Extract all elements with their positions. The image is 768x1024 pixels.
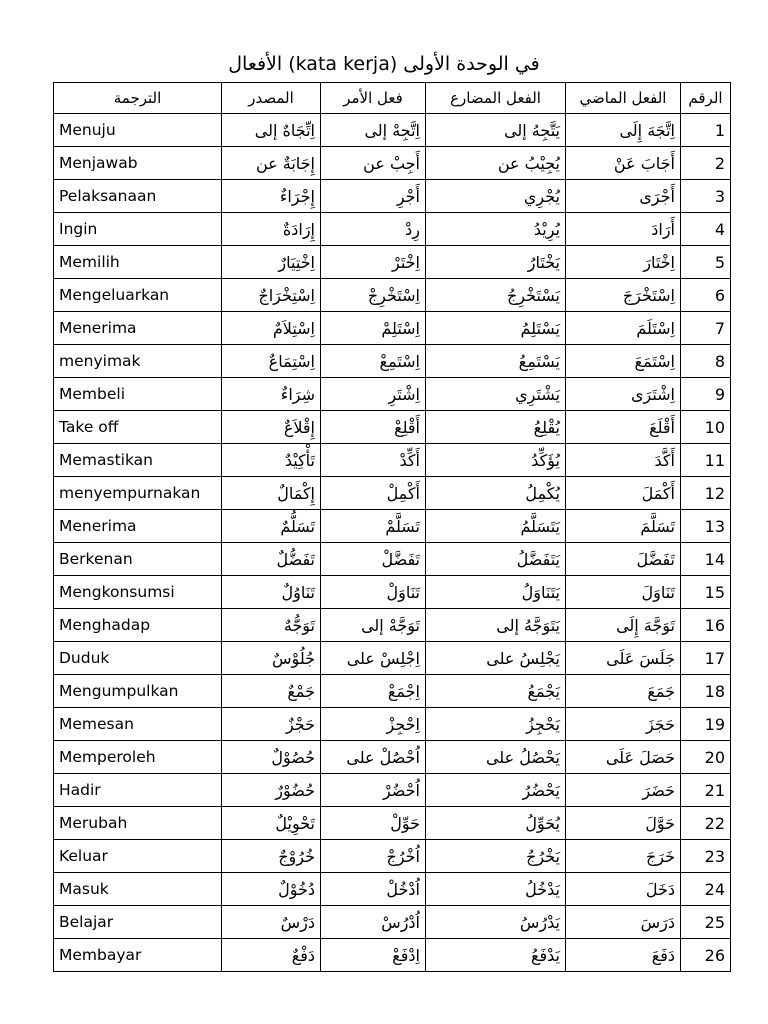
cell-amr: تَوَجَّهْ إلى [321, 609, 426, 642]
table-row [54, 840, 731, 873]
table-row [54, 543, 731, 576]
cell-mudari: يَتَسَلَّمُ [426, 510, 566, 543]
cell-madi: اِسْتَلَمَ [566, 312, 681, 345]
cell-number: 16 [681, 609, 731, 642]
cell-amr: اِحْجِزْ [321, 708, 426, 741]
table-row [54, 675, 731, 708]
cell-masdar: دَرْسٌ [222, 906, 321, 939]
cell-masdar: اِسْتِخْرَاجٌ [222, 279, 321, 312]
cell-madi: أَجَابَ عَنْ [566, 147, 681, 180]
cell-mudari: يَتَّجِهُ إلى [426, 114, 566, 147]
cell-number: 11 [681, 444, 731, 477]
cell-masdar: تَفَضُّلٌ [222, 543, 321, 576]
cell-amr: اُخْرُجْ [321, 840, 426, 873]
table-row [54, 807, 731, 840]
cell-mudari: يَسْتَمِعُ [426, 345, 566, 378]
cell-translation: Memilih [54, 246, 222, 279]
cell-mudari: يُجِيْبُ عن [426, 147, 566, 180]
cell-translation: Mengumpulkan [54, 675, 222, 708]
cell-madi: أَجْرَى [566, 180, 681, 213]
cell-mudari: يَدْخُلُ [426, 873, 566, 906]
cell-masdar: اِسْتِمَاعٌ [222, 345, 321, 378]
cell-amr: اُدْخُلْ [321, 873, 426, 906]
cell-translation: Membayar [54, 939, 222, 972]
cell-translation: Menghadap [54, 609, 222, 642]
cell-amr: أَجِبْ عن [321, 147, 426, 180]
cell-madi: جَمَعَ [566, 675, 681, 708]
cell-number: 20 [681, 741, 731, 774]
cell-masdar: تَنَاوُلٌ [222, 576, 321, 609]
cell-madi: جَلَسَ عَلَى [566, 642, 681, 675]
cell-amr: اِسْتَلِمْ [321, 312, 426, 345]
table-row [54, 213, 731, 246]
cell-translation: Menerima [54, 510, 222, 543]
cell-masdar: إِكْمَالٌ [222, 477, 321, 510]
cell-number: 19 [681, 708, 731, 741]
cell-masdar: حُضُوْرٌ [222, 774, 321, 807]
table-row [54, 411, 731, 444]
cell-masdar: تَسَلُّمٌ [222, 510, 321, 543]
cell-number: 4 [681, 213, 731, 246]
cell-amr: تَنَاوَلْ [321, 576, 426, 609]
page-title: الأفعال (kata kerja) في الوحدة الأولى [228, 53, 540, 75]
table-row [54, 708, 731, 741]
cell-translation: Duduk [54, 642, 222, 675]
cell-mudari: يَدْفَعُ [426, 939, 566, 972]
cell-translation: Menerima [54, 312, 222, 345]
cell-masdar: دَفْعٌ [222, 939, 321, 972]
cell-amr: اِتَّجِهْ إلى [321, 114, 426, 147]
cell-number: 17 [681, 642, 731, 675]
cell-madi: تَفَضَّلَ [566, 543, 681, 576]
cell-amr: اِشْتَرِ [321, 378, 426, 411]
cell-amr: اُدْرُسْ [321, 906, 426, 939]
header-madi: الفعل الماضي [566, 83, 681, 114]
cell-masdar: خُرُوْجٌ [222, 840, 321, 873]
cell-mudari: يَخْتَارُ [426, 246, 566, 279]
cell-mudari: يَحْجِزُ [426, 708, 566, 741]
table-row [54, 642, 731, 675]
cell-mudari: يَحْصُلُ على [426, 741, 566, 774]
cell-number: 15 [681, 576, 731, 609]
cell-mudari: يَسْتَلِمُ [426, 312, 566, 345]
table-body [54, 114, 731, 972]
table-row [54, 477, 731, 510]
cell-masdar: إِجَابَةٌ عن [222, 147, 321, 180]
cell-madi: أَقْلَعَ [566, 411, 681, 444]
cell-amr: اِسْتَخْرِجْ [321, 279, 426, 312]
cell-madi: اِسْتَخْرَجَ [566, 279, 681, 312]
cell-number: 22 [681, 807, 731, 840]
header-number: الرقم [681, 83, 731, 114]
cell-translation: Masuk [54, 873, 222, 906]
table-row [54, 312, 731, 345]
cell-translation: Memperoleh [54, 741, 222, 774]
cell-masdar: شِرَاءٌ [222, 378, 321, 411]
cell-number: 13 [681, 510, 731, 543]
cell-mudari: يُكْمِلُ [426, 477, 566, 510]
cell-amr: أَكِّدْ [321, 444, 426, 477]
cell-number: 12 [681, 477, 731, 510]
table-row [54, 939, 731, 972]
cell-amr: اِجْمَعْ [321, 675, 426, 708]
cell-amr: اِدْفَعْ [321, 939, 426, 972]
cell-translation: menyimak [54, 345, 222, 378]
cell-amr: حَوِّلْ [321, 807, 426, 840]
cell-amr: اُحْصُلْ على [321, 741, 426, 774]
cell-number: 8 [681, 345, 731, 378]
cell-masdar: حُصُوْلٌ [222, 741, 321, 774]
cell-translation: Berkenan [54, 543, 222, 576]
table-row [54, 147, 731, 180]
cell-madi: حَصَلَ عَلَى [566, 741, 681, 774]
cell-amr: اِسْتَمِعْ [321, 345, 426, 378]
cell-mudari: يَسْتَخْرِجُ [426, 279, 566, 312]
cell-number: 1 [681, 114, 731, 147]
cell-translation: Memesan [54, 708, 222, 741]
cell-madi: خَرَجَ [566, 840, 681, 873]
cell-masdar: تَوَجُّهٌ [222, 609, 321, 642]
cell-amr: أَكْمِلْ [321, 477, 426, 510]
cell-madi: حَجَزَ [566, 708, 681, 741]
header-mudari: الفعل المضارع [426, 83, 566, 114]
cell-masdar: جَمْعٌ [222, 675, 321, 708]
cell-madi: أَكَّدَ [566, 444, 681, 477]
table-row [54, 378, 731, 411]
cell-mudari: يُرِيْدُ [426, 213, 566, 246]
cell-masdar: اِسْتِلاَمٌ [222, 312, 321, 345]
cell-amr: رِدْ [321, 213, 426, 246]
cell-translation: Pelaksanaan [54, 180, 222, 213]
cell-madi: تَوَجَّهَ إِلَى [566, 609, 681, 642]
cell-madi: تَسَلَّمَ [566, 510, 681, 543]
cell-number: 25 [681, 906, 731, 939]
cell-number: 9 [681, 378, 731, 411]
cell-masdar: إِجْرَاءٌ [222, 180, 321, 213]
cell-translation: Mengeluarkan [54, 279, 222, 312]
table-row [54, 345, 731, 378]
cell-translation: Merubah [54, 807, 222, 840]
cell-number: 10 [681, 411, 731, 444]
cell-mudari: يَخْرُجُ [426, 840, 566, 873]
cell-masdar: إِرَادَةٌ [222, 213, 321, 246]
cell-masdar: تَحْوِيْلٌ [222, 807, 321, 840]
cell-mudari: يَحْضُرُ [426, 774, 566, 807]
cell-mudari: يُجْرِي [426, 180, 566, 213]
cell-madi: دَخَلَ [566, 873, 681, 906]
cell-number: 24 [681, 873, 731, 906]
cell-amr: تَفَضَّلْ [321, 543, 426, 576]
cell-translation: Hadir [54, 774, 222, 807]
cell-translation: Membeli [54, 378, 222, 411]
cell-number: 21 [681, 774, 731, 807]
table-row [54, 246, 731, 279]
cell-mudari: يُؤَكِّدُ [426, 444, 566, 477]
table-row [54, 774, 731, 807]
cell-mudari: يُقْلِعُ [426, 411, 566, 444]
cell-madi: أَكْمَلَ [566, 477, 681, 510]
cell-amr: أَقْلِعْ [321, 411, 426, 444]
cell-amr: اُحْضُرْ [321, 774, 426, 807]
cell-madi: حَضَرَ [566, 774, 681, 807]
table-row [54, 906, 731, 939]
cell-masdar: اِخْتِيَارٌ [222, 246, 321, 279]
cell-number: 26 [681, 939, 731, 972]
cell-mudari: يَشْتَرِي [426, 378, 566, 411]
verb-table [53, 82, 731, 972]
cell-amr: أَجْرِ [321, 180, 426, 213]
cell-number: 14 [681, 543, 731, 576]
cell-number: 6 [681, 279, 731, 312]
cell-madi: تَنَاوَلَ [566, 576, 681, 609]
cell-translation: menyempurnakan [54, 477, 222, 510]
cell-number: 23 [681, 840, 731, 873]
header-translation: الترجمة [54, 83, 222, 114]
table-row [54, 873, 731, 906]
cell-translation: Take off [54, 411, 222, 444]
cell-amr: اِخْتَرْ [321, 246, 426, 279]
cell-translation: Mengkonsumsi [54, 576, 222, 609]
cell-masdar: إِقْلاَعٌ [222, 411, 321, 444]
table-header-row [54, 83, 731, 114]
table-row [54, 279, 731, 312]
cell-mudari: يَتَفَضَّلُ [426, 543, 566, 576]
cell-amr: تَسَلَّمْ [321, 510, 426, 543]
table-row [54, 609, 731, 642]
cell-translation: Ingin [54, 213, 222, 246]
table-row [54, 444, 731, 477]
cell-mudari: يَتَوَجَّهُ إلى [426, 609, 566, 642]
cell-mudari: يَتَنَاوَلُ [426, 576, 566, 609]
cell-translation: Keluar [54, 840, 222, 873]
table-row [54, 180, 731, 213]
cell-mudari: يُحَوِّلُ [426, 807, 566, 840]
cell-madi: دَفَعَ [566, 939, 681, 972]
cell-masdar: اِتِّجَاهٌ إلى [222, 114, 321, 147]
cell-madi: أَرَادَ [566, 213, 681, 246]
cell-translation: Belajar [54, 906, 222, 939]
cell-number: 7 [681, 312, 731, 345]
cell-number: 18 [681, 675, 731, 708]
table-row [54, 114, 731, 147]
cell-masdar: تَأْكِيْدٌ [222, 444, 321, 477]
cell-masdar: جُلُوْسٌ [222, 642, 321, 675]
cell-masdar: دُخُوْلٌ [222, 873, 321, 906]
table-row [54, 576, 731, 609]
cell-madi: دَرَسَ [566, 906, 681, 939]
table-row [54, 510, 731, 543]
cell-mudari: يَجْمَعُ [426, 675, 566, 708]
table-row [54, 741, 731, 774]
cell-number: 2 [681, 147, 731, 180]
cell-mudari: يَجْلِسُ على [426, 642, 566, 675]
cell-translation: Memastikan [54, 444, 222, 477]
cell-mudari: يَدْرُسُ [426, 906, 566, 939]
header-masdar: المصدر [222, 83, 321, 114]
cell-madi: اِخْتَارَ [566, 246, 681, 279]
header-amr: فعل الأمر [321, 83, 426, 114]
cell-madi: اِسْتَمَعَ [566, 345, 681, 378]
cell-masdar: حَجْزٌ [222, 708, 321, 741]
cell-amr: اِجْلِسْ على [321, 642, 426, 675]
cell-number: 3 [681, 180, 731, 213]
cell-translation: Menjawab [54, 147, 222, 180]
cell-madi: اِتَّجَهَ إِلَى [566, 114, 681, 147]
cell-madi: حَوَّلَ [566, 807, 681, 840]
cell-number: 5 [681, 246, 731, 279]
cell-madi: اِشْتَرَى [566, 378, 681, 411]
cell-translation: Menuju [54, 114, 222, 147]
